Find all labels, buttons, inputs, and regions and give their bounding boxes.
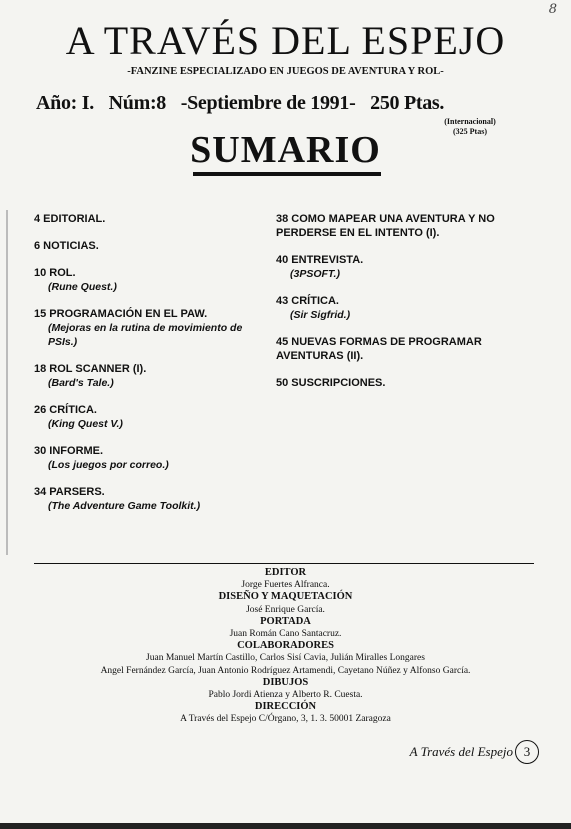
collaborators-line-1: Juan Manuel Martín Castillo, Carlos Sisí Cavia, Julián Miralles Longares [146,653,425,664]
sumario-heading: SUMARIO [190,129,381,171]
margin-line [6,210,8,555]
collaborators-line-2: Angel Fernández García, Juan Antonio Rodríguez Artamendi, Cayetano Núñez y Alfonso García. [100,665,471,676]
credits-divider [34,563,534,564]
issue-line [36,92,454,115]
entry-title: 43 CRÍTICA. [276,295,339,307]
entry-title: 38 COMO MAPEAR UNA AVENTURA Y NO PERDERSE EN EL INTENTO (I). [276,213,495,239]
entry-subtitle: (Sir Sigfrid.) [290,309,351,321]
contents-right-column [276,212,531,403]
entry-subtitle: (The Adventure Game Toolkit.) [48,500,201,512]
credits-block [0,567,571,726]
design-name: José Enrique García. [246,604,325,615]
cover-heading: PORTADA [260,615,311,627]
entry-title: 50 SUSCRIPCIONES. [276,377,386,389]
page-number: 3 [515,740,539,764]
contents-entry [34,212,269,226]
footer-label: A Través del Espejo [409,744,513,759]
entry-subtitle: (Bard's Tale.) [48,377,114,389]
contents-entry [276,253,531,281]
contents-left-column [34,212,269,526]
masthead-subtitle: -FANZINE ESPECIALIZADO EN JUEGOS DE AVENTURA Y ROL- [127,66,444,77]
contents-entry [276,294,531,322]
entry-title: 45 NUEVAS FORMAS DE PROGRAMAR AVENTURAS (II). [276,336,482,362]
cover-name: Juan Román Cano Santacruz. [229,629,342,640]
entry-title: 15 PROGRAMACIÓN EN EL PAW. [34,308,208,320]
entry-subtitle: (Rune Quest.) [48,281,117,293]
contents-entry [34,307,269,349]
contents-entry [276,212,531,240]
entry-subtitle: (King Quest V.) [48,418,123,430]
issue-number: Núm:8 [108,92,167,114]
entry-title: 40 ENTREVISTA. [276,254,364,266]
scan-bottom-edge [0,823,571,829]
issue-date: -Septiembre de 1991- [180,92,356,114]
contents-entry [34,403,269,431]
entry-title: 26 CRÍTICA. [34,404,97,416]
entry-title: 30 INFORME. [34,445,104,457]
international-value: (325 Ptas) [453,127,487,136]
sumario-underline [193,172,381,176]
issue-price: 250 Ptas. [370,92,445,114]
entry-title: 4 EDITORIAL. [34,213,106,225]
collaborators-heading: COLABORADORES [237,640,334,652]
entry-title: 6 NOTICIAS. [34,240,99,252]
address-heading: DIRECCIÓN [254,701,317,713]
entry-title: 18 ROL SCANNER (I). [34,363,147,375]
editor-name: Jorge Fuertes Alfranca. [241,580,330,591]
drawings-names: Pablo Jordi Atienza y Alberto R. Cuesta. [208,690,363,701]
entry-title: 34 PARSERS. [34,486,105,498]
design-heading: DISEÑO Y MAQUETACIÓN [218,591,353,603]
contents-entry [276,335,531,363]
contents-entry [34,485,269,513]
contents-entry [34,239,269,253]
entry-subtitle: (Mejoras en la rutina de movimiento de PSIs.) [48,322,243,348]
page-footer [410,740,539,764]
contents-entry [34,266,269,294]
masthead-title: A TRAVÉS DEL ESPEJO [65,18,506,63]
address-text: A Través del Espejo C/Órgano, 3, 1. 3. 50001 Zaragoza [180,714,391,725]
entry-subtitle: (Los juegos por correo.) [48,459,169,471]
issue-year: Año: I. [36,92,94,114]
entry-title: 10 ROL. [34,267,76,279]
international-label: (Internacional) [444,117,496,126]
contents-entry [34,444,269,472]
contents-entry [34,362,269,390]
editor-heading: EDITOR [264,567,307,578]
entry-subtitle: (3PSOFT.) [290,268,340,280]
contents-entry [276,376,531,390]
drawings-heading: DIBUJOS [262,676,309,688]
handwritten-page-mark: 8 [548,2,557,17]
